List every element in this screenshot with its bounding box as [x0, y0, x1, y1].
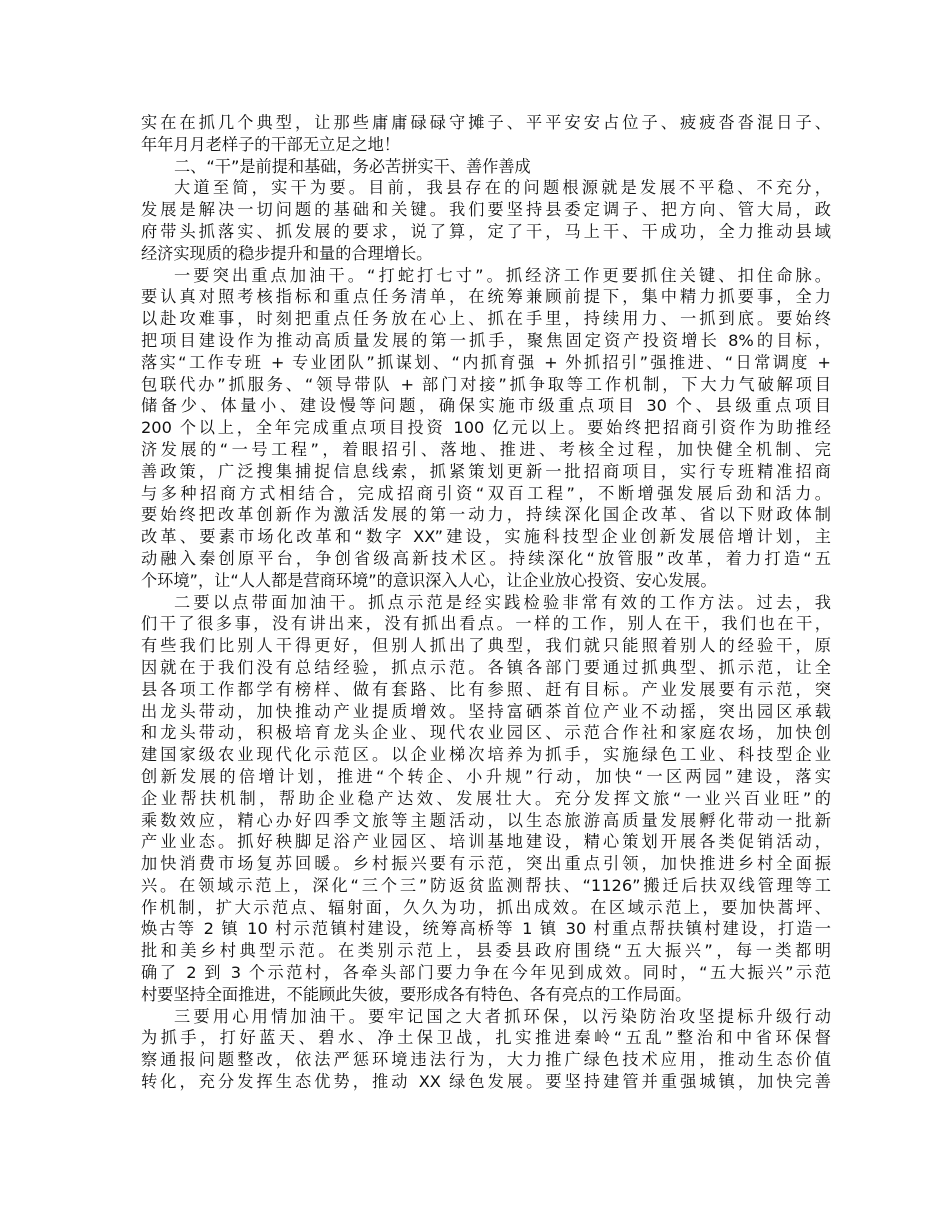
paragraph-line: 发展是解决一切问题的基础和关键。我们要坚持县委定调子、把方向、管大局，政 [141, 200, 831, 220]
section-heading: 二、“干”是前提和基础，务必苦拼实干、善作善成 [174, 156, 531, 176]
paragraph-line: 批和美乡村典型示范。在类别示范上，县委县政府围绕“五大振兴”，每一类都明 [141, 941, 831, 961]
paragraph-line: 要认真对照考核指标和重点任务清单，在统筹兼顾前提下，集中精力抓要事，全力 [141, 287, 831, 307]
paragraph-line: 储备少、体量小、建设慢等问题，确保实施市级重点项目 30 个、县级重点项目 [141, 396, 831, 416]
paragraph-line: 产业业态。抓好秧脚足浴产业园区、培训基地建设，精心策划开展各类促销活动， [141, 832, 831, 852]
paragraph-line: 因就在于我们没有总结经验，抓点示范。各镇各部门要通过抓典型、抓示范，让全 [141, 657, 831, 677]
paragraph-line: 有些我们比别人干得更好，但别人抓出了典型，我们就只能照着别人的经验干，原 [141, 636, 831, 656]
paragraph-line: 落实“工作专班 + 专业团队”抓谋划、“内抓育强 + 外抓招引”强推进、“日常调度 + [141, 352, 831, 372]
paragraph-line: 和龙头带动，积极培育龙头企业、现代农业园区、示范合作社和家庭农场，加快创 [141, 723, 831, 743]
paragraph-line: 与多种招商方式相结合，完成招商引资“双百工程”，不断增强发展后劲和活力。 [141, 483, 831, 503]
paragraph-line: 们干了很多事，没有讲出来，没有抓出看点。一样的工作，别人在干，我们也在干， [141, 614, 831, 634]
paragraph-line: 济发展的“一号工程”，着眼招引、落地、推进、考核全过程，加快健全机制、完 [141, 439, 831, 459]
paragraph-line: 要始终把改革创新作为激活发展的第一动力，持续深化国企改革、省以下财政体制 [141, 505, 831, 525]
paragraph-line: 200 个以上，全年完成重点项目投资 100 亿元以上。要始终把招商引资作为助推经 [141, 418, 831, 438]
paragraph-line: 创新发展的倍增计划，推进“个转企、小升规”行动，加快“一区两园”建设，落实 [141, 766, 831, 786]
paragraph-line: 以赴攻难事，时刻把重点任务放在心上、抓在手里，持续用力、一抓到底。要始终 [141, 309, 831, 329]
paragraph-line: 企业帮扶机制，帮助企业稳产达效、发展壮大。充分发挥文旅“一业兴百业旺”的 [141, 788, 831, 808]
paragraph-line: 府带头抓落实、抓发展的要求，说了算，定了干，马上干、干成功，全力推动县域 [141, 221, 831, 241]
paragraph-line: 县各项工作都学有榜样、做有套路、比有参照、赶有目标。产业发展要有示范，突 [141, 679, 831, 699]
paragraph-line: 建国家级农业现代化示范区。以企业梯次培养为抓手，实施绿色工业、科技型企业 [141, 745, 831, 765]
paragraph-line: 确了 2 到 3 个示范村，各牵头部门要力争在今年见到成效。同时，“五大振兴”示范 [141, 963, 831, 983]
paragraph-line: 个环境”，让“人人都是营商环境”的意识深入人心，让企业放心投资、安心发展。 [141, 570, 717, 590]
paragraph-line: 实在在抓几个典型，让那些庸庸碌碌守摊子、平平安安占位子、疲疲沓沓混日子、 [141, 113, 831, 132]
paragraph-line: 焕古等 2 镇 10 村示范镇村建设，统筹高桥等 1 镇 30 村重点帮扶镇村建设，打造一 [141, 919, 831, 939]
paragraph-line: 察通报问题整改，依法严惩环境违法行为，大力推广绿色技术应用，推动生态价值 [141, 1050, 831, 1070]
paragraph-line: 经济实现质的稳步提升和量的合理增长。 [141, 243, 433, 263]
paragraph-line: 转化，充分发挥生态优势，推动 XX 绿色发展。要坚持建管并重强城镇，加快完善 [141, 1072, 831, 1092]
paragraph-line: 村要坚持全面推进，不能顾此失彼，要形成各有特色、各有亮点的工作局面。 [141, 984, 692, 1004]
paragraph-line: 三要用心用情加油干。要牢记国之大者抓环保，以污染防治攻坚提标升级行动 [174, 1006, 831, 1026]
paragraph-line: 善政策，广泛搜集捕捉信息线索，抓紧策划更新一批招商项目，实行专班精准招商 [141, 461, 831, 481]
paragraph-line: 加快消费市场复苏回暖。乡村振兴要有示范，突出重点引领，加快推进乡村全面振 [141, 854, 831, 874]
paragraph-line: 包联代办”抓服务、“领导带队 + 部门对接”抓争取等工作机制，下大力气破解项目 [141, 374, 831, 394]
paragraph-line: 把项目建设作为推动高质量发展的第一抓手，聚焦固定资产投资增长 8%的目标， [141, 330, 831, 350]
document-body [141, 112, 831, 1093]
paragraph-line: 二要以点带面加油干。抓点示范是经实践检验非常有效的工作方法。过去，我 [174, 592, 831, 612]
paragraph-line: 年年月月老样子的干部无立足之地！ [141, 134, 400, 154]
paragraph-line: 出龙头带动，加快推动产业提质增效。坚持富硒茶首位产业不动摇，突出园区承载 [141, 701, 831, 721]
paragraph-line: 乘数效应，精心办好四季文旅等主题活动，以生态旅游高质量发展孵化带动一批新 [141, 810, 831, 830]
paragraph-line: 改革、要素市场化改革和“数字 XX”建设，实施科技型企业创新发展倍增计划，主 [141, 527, 831, 547]
paragraph-line: 兴。在领域示范上，深化“三个三”防返贫监测帮扶、“1126”搬迁后扶双线管理等工 [141, 875, 831, 895]
paragraph-line: 大道至简，实干为要。目前，我县存在的问题根源就是发展不平稳、不充分， [174, 178, 831, 198]
paragraph-line: 一要突出重点加油干。“打蛇打七寸”。抓经济工作更要抓住关键、扣住命脉。 [174, 265, 831, 285]
paragraph-line: 为抓手，打好蓝天、碧水、净土保卫战，扎实推进秦岭“五乱”整治和中省环保督 [141, 1028, 831, 1048]
paragraph-line: 动融入秦创原平台，争创省级高新技术区。持续深化“放管服”改革，着力打造“五 [141, 548, 831, 568]
paragraph-line: 作机制，扩大示范点、辐射面，久久为功，抓出成效。在区域示范上，要加快蒿坪、 [141, 897, 831, 917]
